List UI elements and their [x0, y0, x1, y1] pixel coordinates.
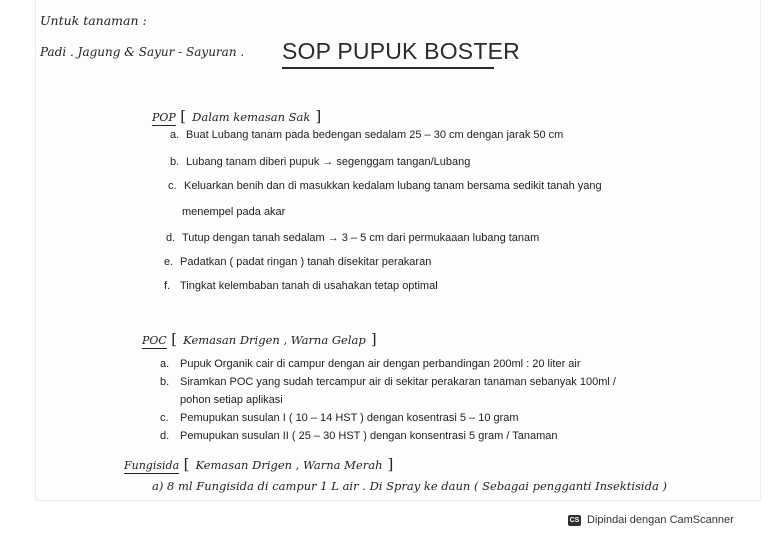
pop-item-c: c. Keluarkan benih dan di masukkan kedalam lubang tanam bersama sedikit tanah yang	[168, 180, 602, 192]
poc-bracket-close: ]	[370, 330, 377, 348]
fungisida-bracket-open: [	[183, 455, 190, 473]
pop-item-c-continued: menempel pada akar	[182, 206, 286, 218]
plant-note-line1: Untuk tanaman :	[40, 13, 147, 28]
fungisida-note: Kemasan Drigen , Warna Merah	[195, 458, 383, 472]
fungisida-bracket-close: ]	[387, 455, 394, 473]
pop-section-header	[152, 107, 321, 126]
pop-bracket-open: [	[180, 107, 187, 125]
pop-item-a: a. Buat Lubang tanam pada bedengan sedalam 25 – 30 cm dengan jarak 50 cm	[170, 129, 564, 141]
fungisida-item-a: a) 8 ml Fungisida di campur 1 L air . Di Spray ke daun ( Sebagai pengganti Insektisida )	[152, 479, 667, 493]
pop-bracket-close: ]	[315, 107, 322, 125]
watermark-text: Dipindai dengan CamScanner	[587, 514, 734, 526]
poc-note: Kemasan Drigen , Warna Gelap	[183, 333, 366, 347]
scanner-watermark	[568, 514, 734, 526]
fungisida-section-header	[124, 455, 393, 474]
camscanner-logo-icon: CS	[569, 516, 580, 524]
poc-bracket-open: [	[171, 330, 178, 348]
document-title: SOP PUPUK BOSTER	[282, 38, 520, 64]
poc-item-b-continued: pohon setiap aplikasi	[180, 394, 283, 406]
pop-item-d: d. Tutup dengan tanah sedalam → 3 – 5 cm dari permukaaan lubang tanam	[166, 232, 540, 244]
poc-item-b: b. Siramkan POC yang sudah tercampur air di sekitar perakaran tanaman sebanyak 100ml /	[160, 376, 616, 388]
pop-item-e: e. Padatkan ( padat ringan ) tanah disekitar perakaran	[164, 256, 432, 268]
poc-section-header	[142, 330, 377, 349]
poc-item-c: c. Pemupukan susulan I ( 10 – 14 HST ) dengan kosentrasi 5 – 10 gram	[160, 412, 519, 424]
pop-item-b: b. Lubang tanam diberi pupuk → segenggam tangan/Lubang	[170, 156, 471, 168]
poc-tag: POC	[142, 334, 167, 347]
pop-item-f: f. Tingkat kelembaban tanah di usahakan tetap optimal	[164, 280, 438, 292]
poc-item-d: d. Pemupukan susulan II ( 25 – 30 HST ) dengan konsentrasi 5 gram / Tanaman	[160, 430, 558, 442]
poc-item-a: a. Pupuk Organik cair di campur dengan air dengan perbandingan 200ml : 20 liter air	[160, 358, 581, 370]
title-underline	[282, 67, 494, 69]
pop-note: Dalam kemasan Sak	[192, 110, 311, 124]
plant-note-line2: Padi . Jagung & Sayur - Sayuran .	[40, 45, 245, 59]
scanned-page	[36, 0, 760, 500]
pop-tag: POP	[152, 111, 176, 124]
fungisida-tag: Fungisida	[124, 459, 180, 472]
